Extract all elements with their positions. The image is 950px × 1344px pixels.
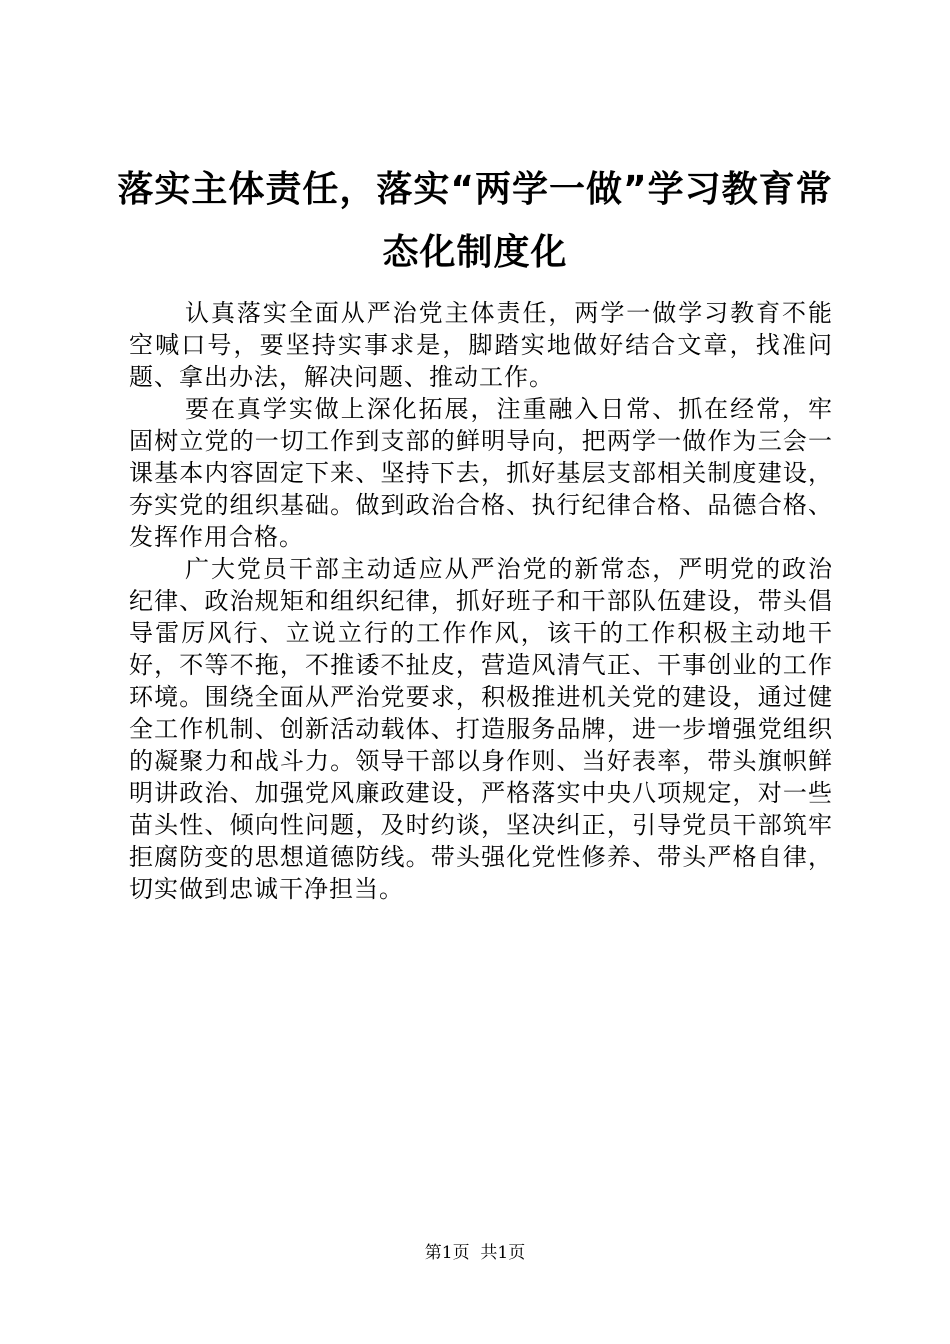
- document-body: [129, 297, 833, 905]
- document-title: 落实主体责任，落实“两学一做”学习教育常态化制度化: [117, 169, 833, 273]
- page-footer: [0, 1241, 950, 1265]
- page-number: 第1页 共1页: [424, 1243, 526, 1263]
- paragraph: 要在真学实做上深化拓展，注重融入日常、抓在经常，牢固树立党的一切工作到支部的鲜明导向，把两学一做作为三会一课基本内容固定下来、坚持下去，抓好基层支部相关制度建设，夯实党的组织基础。做到政治合格、执行纪律合格、品德合格、发挥作用合格。: [129, 395, 833, 551]
- paragraph: 认真落实全面从严治党主体责任，两学一做学习教育不能空喊口号，要坚持实事求是，脚踏实地做好结合文章，找准问题、拿出办法，解决问题、推动工作。: [129, 299, 833, 391]
- paragraph: 广大党员干部主动适应从严治党的新常态，严明党的政治纪律、政治规矩和组织纪律，抓好班子和干部队伍建设，带头倡导雷厉风行、立说立行的工作作风，该干的工作积极主动地干好，不等不拖，不推诿不扯皮，营造风清气正、干事创业的工作环境。围绕全面从严治党要求，积极推进机关党的建设，通过健全工作机制、创新活动载体、打造服务品牌，进一步增强党组织的凝聚力和战斗力。领导干部以身作则、当好表率，带头旗帜鲜明讲政治、加强党风廉政建设，严格落实中央八项规定，对一些苗头性、倾向性问题，及时约谈，坚决纠正，引导党员干部筑牢拒腐防变的思想道德防线。带头强化党性修养、带头严格自律，切实做到忠诚干净担当。: [129, 555, 833, 903]
